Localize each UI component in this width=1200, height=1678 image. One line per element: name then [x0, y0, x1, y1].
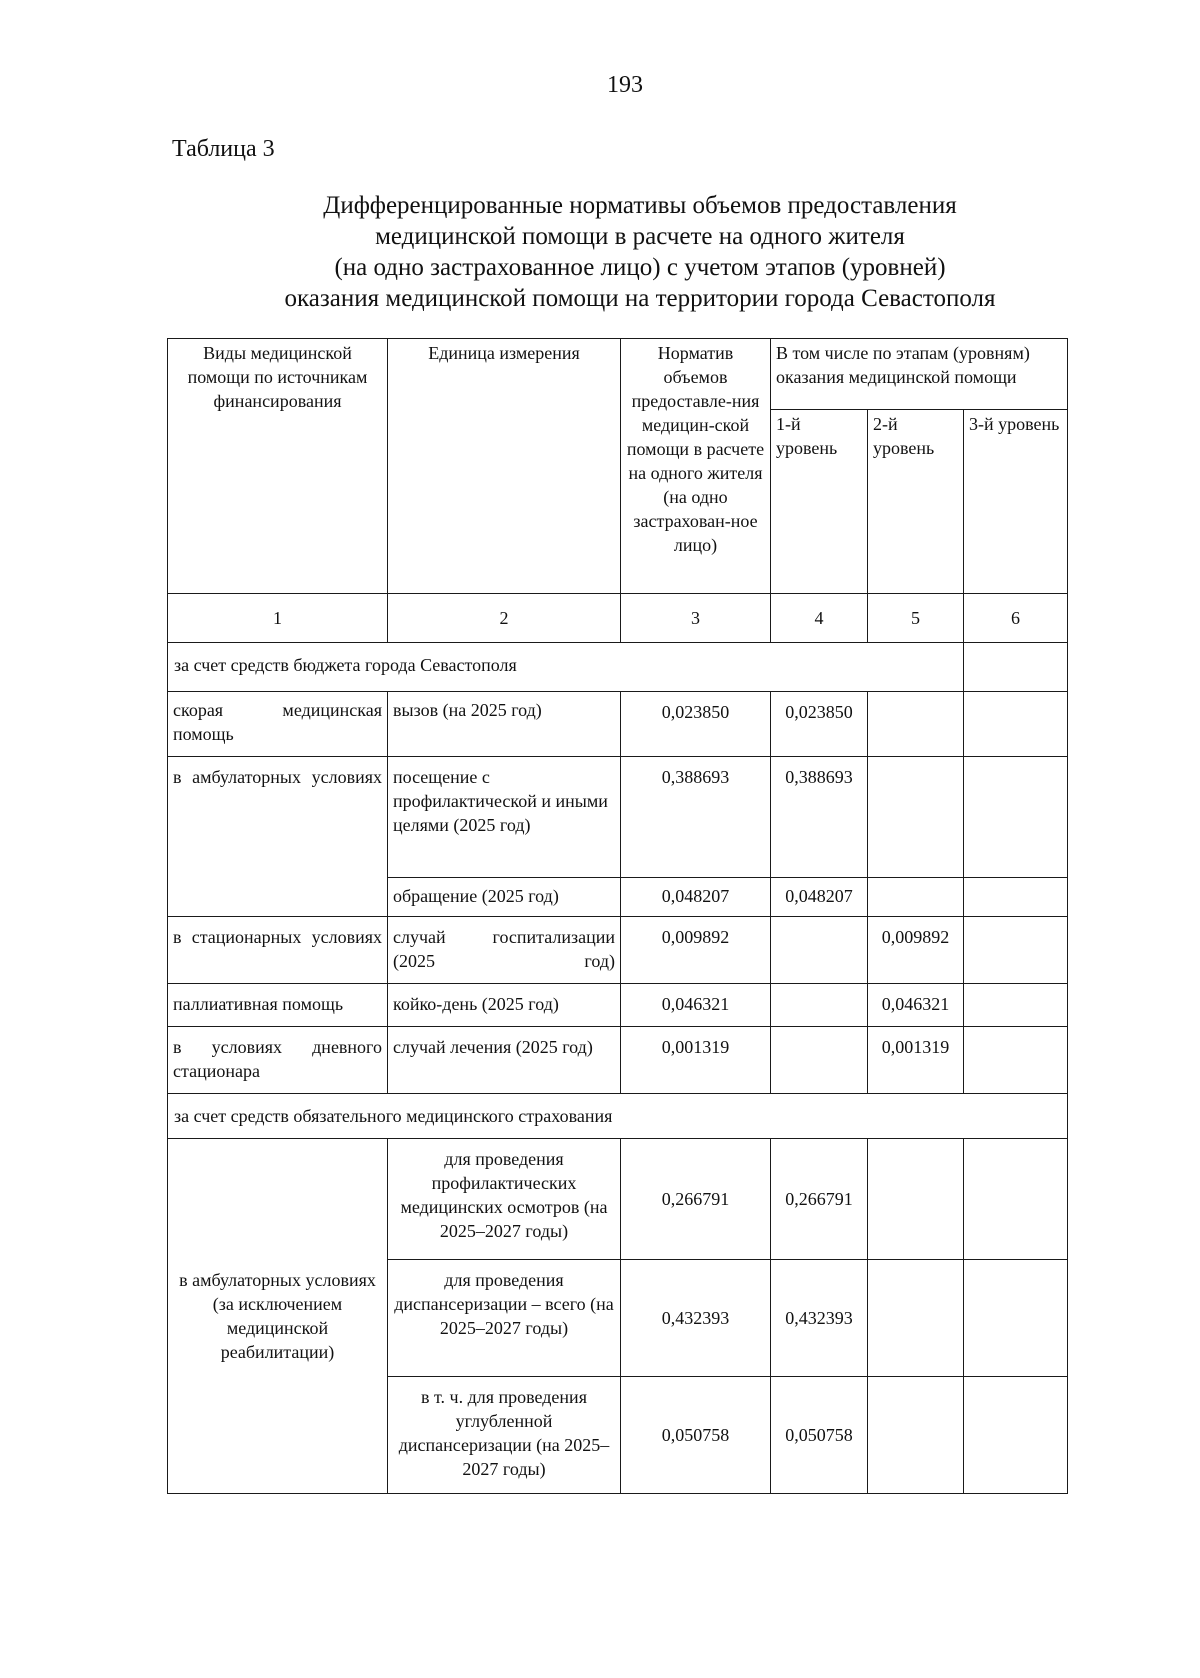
section-row-oms [168, 1094, 1068, 1139]
level1-cell [771, 984, 868, 1027]
norm-cell: 0,048207 [621, 878, 771, 917]
care-type-cell: в стационарных условиях [168, 917, 388, 984]
level2-cell [868, 757, 964, 878]
empty-cell [964, 643, 1068, 692]
level1-cell: 0,048207 [771, 878, 868, 917]
level1-cell: 0,432393 [771, 1260, 868, 1377]
care-type-cell: скорая медицинская помощь [168, 692, 388, 757]
norm-cell: 0,009892 [621, 917, 771, 984]
level2-cell [868, 1260, 964, 1377]
column-number: 4 [771, 594, 868, 643]
header-unit: Единица измерения [388, 339, 621, 594]
norm-cell: 0,266791 [621, 1139, 771, 1260]
table-row [168, 917, 1068, 984]
level3-cell [964, 1260, 1068, 1377]
table-label: Таблица 3 [172, 136, 275, 162]
column-number: 1 [168, 594, 388, 643]
table-row [168, 692, 1068, 757]
column-number: 3 [621, 594, 771, 643]
title-line: (на одно застрахованное лицо) с учетом этапов (уровней) [334, 254, 946, 281]
level2-cell [868, 1139, 964, 1260]
level3-cell [964, 1377, 1068, 1494]
level2-cell: 0,009892 [868, 917, 964, 984]
page-number: 193 [607, 72, 643, 98]
unit-cell: посещение с профилактической и иными целями (2025 год) [388, 757, 621, 878]
level1-cell: 0,050758 [771, 1377, 868, 1494]
header-level-2: 2-й уровень [868, 410, 964, 594]
unit-cell: случай госпитализации (2025 год) [388, 917, 621, 984]
table-header-row [168, 339, 1068, 410]
title-line: Дифференцированные нормативы объемов предоставления [323, 192, 957, 219]
table-row [168, 757, 1068, 878]
care-type-cell: в условиях дневного стационара [168, 1027, 388, 1094]
level1-cell [771, 1027, 868, 1094]
norm-cell: 0,388693 [621, 757, 771, 878]
norm-cell: 0,432393 [621, 1260, 771, 1377]
unit-cell: в т. ч. для проведения углубленной диспансеризации (на 2025–2027 годы) [388, 1377, 621, 1494]
header-care-type: Виды медицинской помощи по источникам финансирования [168, 339, 388, 594]
column-number: 2 [388, 594, 621, 643]
level3-cell [964, 917, 1068, 984]
care-type-cell: в амбулаторных условиях [168, 757, 388, 917]
care-type-cell: в амбулаторных условиях (за исключением медицинской реабилитации) [168, 1139, 388, 1494]
unit-cell: случай лечения (2025 год) [388, 1027, 621, 1094]
norm-cell: 0,001319 [621, 1027, 771, 1094]
column-number: 5 [868, 594, 964, 643]
level2-cell: 0,001319 [868, 1027, 964, 1094]
header-level-3: 3-й уровень [964, 410, 1068, 594]
section-row-budget [168, 643, 1068, 692]
unit-cell: вызов (на 2025 год) [388, 692, 621, 757]
column-numbers-row [168, 594, 1068, 643]
level2-cell [868, 878, 964, 917]
unit-cell: койко-день (2025 год) [388, 984, 621, 1027]
level1-cell: 0,266791 [771, 1139, 868, 1260]
header-level-1: 1-й уровень [771, 410, 868, 594]
care-type-cell: паллиативная помощь [168, 984, 388, 1027]
title-line: оказания медицинской помощи на территории города Севастополя [284, 285, 996, 312]
section-title: за счет средств обязательного медицинского страхования [168, 1094, 1068, 1139]
header-norm: Норматив объемов предоставле-ния медицин-ской помощи в расчете на одного жителя (на одно застрахован-ное лицо) [621, 339, 771, 594]
norm-cell: 0,023850 [621, 692, 771, 757]
section-title: за счет средств бюджета города Севастополя [168, 643, 964, 692]
table-row [168, 1139, 1068, 1260]
table-row [168, 984, 1068, 1027]
level2-cell [868, 1377, 964, 1494]
norm-cell: 0,046321 [621, 984, 771, 1027]
unit-cell: для проведения профилактических медицинских осмотров (на 2025–2027 годы) [388, 1139, 621, 1260]
level1-cell [771, 917, 868, 984]
level3-cell [964, 757, 1068, 878]
norm-cell: 0,050758 [621, 1377, 771, 1494]
level2-cell: 0,046321 [868, 984, 964, 1027]
level3-cell [964, 692, 1068, 757]
norms-table [167, 338, 1068, 1494]
level3-cell [964, 984, 1068, 1027]
level2-cell [868, 692, 964, 757]
header-levels-group: В том числе по этапам (уровням) оказания медицинской помощи [771, 339, 1068, 410]
unit-cell: обращение (2025 год) [388, 878, 621, 917]
column-number: 6 [964, 594, 1068, 643]
document-title [200, 190, 1080, 314]
title-line: медицинской помощи в расчете на одного жителя [375, 223, 905, 250]
unit-cell: для проведения диспансеризации – всего (на 2025–2027 годы) [388, 1260, 621, 1377]
level1-cell: 0,388693 [771, 757, 868, 878]
level1-cell: 0,023850 [771, 692, 868, 757]
table-row [168, 1027, 1068, 1094]
level3-cell [964, 1027, 1068, 1094]
level3-cell [964, 1139, 1068, 1260]
level3-cell [964, 878, 1068, 917]
